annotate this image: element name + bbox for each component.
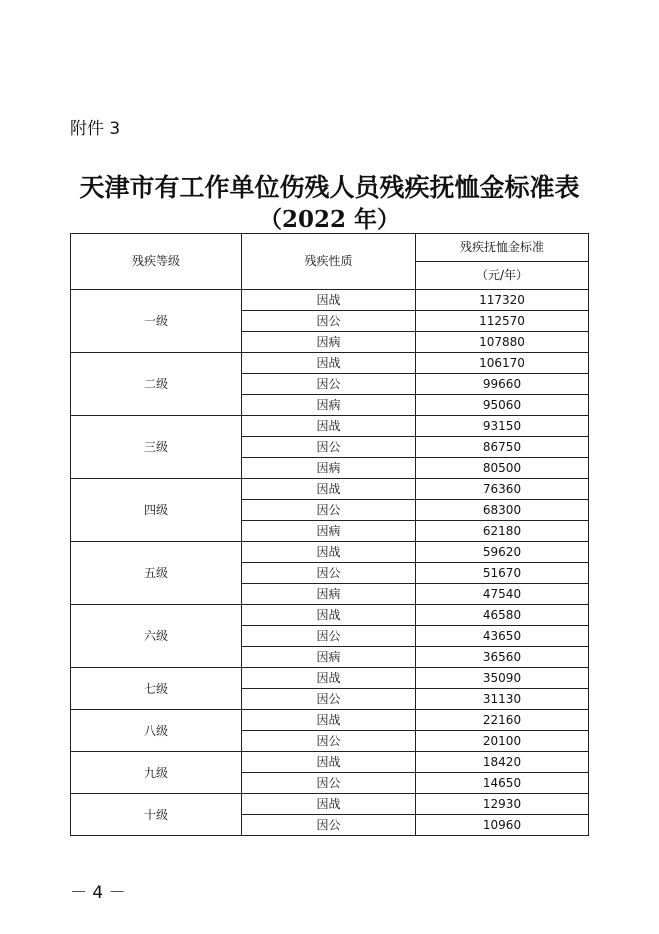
page-title: 天津市有工作单位伤残人员残疾抚恤金标准表 — [79, 173, 580, 202]
amount-cell: 80500 — [416, 458, 589, 479]
nature-cell: 因病 — [242, 521, 416, 542]
table-row — [71, 752, 589, 773]
amount-cell: 117320 — [416, 290, 589, 311]
nature-cell: 因病 — [242, 458, 416, 479]
amount-cell: 43650 — [416, 626, 589, 647]
amount-cell: 107880 — [416, 332, 589, 353]
table-row — [71, 794, 589, 815]
attachment-label: 附件 3 — [70, 119, 121, 139]
nature-cell: 因公 — [242, 731, 416, 752]
grade-cell: 八级 — [71, 710, 242, 752]
nature-cell: 因病 — [242, 332, 416, 353]
nature-cell: 因公 — [242, 815, 416, 836]
table-row — [71, 479, 589, 500]
header-nature: 残疾性质 — [242, 234, 416, 290]
nature-cell: 因公 — [242, 773, 416, 794]
nature-cell: 因病 — [242, 584, 416, 605]
nature-cell: 因战 — [242, 353, 416, 374]
grade-cell: 四级 — [71, 479, 242, 542]
amount-cell: 59620 — [416, 542, 589, 563]
amount-cell: 112570 — [416, 311, 589, 332]
amount-cell: 76360 — [416, 479, 589, 500]
nature-cell: 因公 — [242, 689, 416, 710]
nature-cell: 因战 — [242, 416, 416, 437]
amount-cell: 14650 — [416, 773, 589, 794]
amount-cell: 47540 — [416, 584, 589, 605]
amount-cell: 31130 — [416, 689, 589, 710]
amount-cell: 51670 — [416, 563, 589, 584]
table-row — [71, 668, 589, 689]
grade-cell: 二级 — [71, 353, 242, 416]
nature-cell: 因战 — [242, 710, 416, 731]
amount-cell: 106170 — [416, 353, 589, 374]
nature-cell: 因战 — [242, 794, 416, 815]
page-subtitle: （2022 年） — [258, 206, 401, 233]
amount-cell: 95060 — [416, 395, 589, 416]
amount-cell: 93150 — [416, 416, 589, 437]
header-standard: 残疾抚恤金标准 — [416, 234, 589, 262]
nature-cell: 因战 — [242, 542, 416, 563]
amount-cell: 46580 — [416, 605, 589, 626]
nature-cell: 因战 — [242, 668, 416, 689]
nature-cell: 因战 — [242, 290, 416, 311]
table-row — [71, 542, 589, 563]
amount-cell: 22160 — [416, 710, 589, 731]
page-number: － 4 － — [70, 883, 126, 903]
nature-cell: 因病 — [242, 647, 416, 668]
nature-cell: 因战 — [242, 605, 416, 626]
grade-cell: 五级 — [71, 542, 242, 605]
grade-cell: 九级 — [71, 752, 242, 794]
table-row — [71, 290, 589, 311]
amount-cell: 35090 — [416, 668, 589, 689]
amount-cell: 36560 — [416, 647, 589, 668]
table-row — [71, 710, 589, 731]
table-row — [71, 353, 589, 374]
amount-cell: 20100 — [416, 731, 589, 752]
header-unit: （元/年） — [416, 262, 589, 290]
amount-cell: 62180 — [416, 521, 589, 542]
grade-cell: 一级 — [71, 290, 242, 353]
amount-cell: 68300 — [416, 500, 589, 521]
amount-cell: 12930 — [416, 794, 589, 815]
nature-cell: 因战 — [242, 479, 416, 500]
grade-cell: 三级 — [71, 416, 242, 479]
table-body — [71, 290, 589, 836]
nature-cell: 因战 — [242, 752, 416, 773]
amount-cell: 18420 — [416, 752, 589, 773]
nature-cell: 因公 — [242, 500, 416, 521]
header-grade: 残疾等级 — [71, 234, 242, 290]
nature-cell: 因公 — [242, 563, 416, 584]
nature-cell: 因公 — [242, 374, 416, 395]
pension-standard-table — [70, 233, 589, 836]
grade-cell: 十级 — [71, 794, 242, 836]
grade-cell: 七级 — [71, 668, 242, 710]
amount-cell: 86750 — [416, 437, 589, 458]
nature-cell: 因公 — [242, 311, 416, 332]
amount-cell: 10960 — [416, 815, 589, 836]
grade-cell: 六级 — [71, 605, 242, 668]
nature-cell: 因公 — [242, 626, 416, 647]
nature-cell: 因病 — [242, 395, 416, 416]
nature-cell: 因公 — [242, 437, 416, 458]
table-row — [71, 605, 589, 626]
table-row — [71, 416, 589, 437]
amount-cell: 99660 — [416, 374, 589, 395]
